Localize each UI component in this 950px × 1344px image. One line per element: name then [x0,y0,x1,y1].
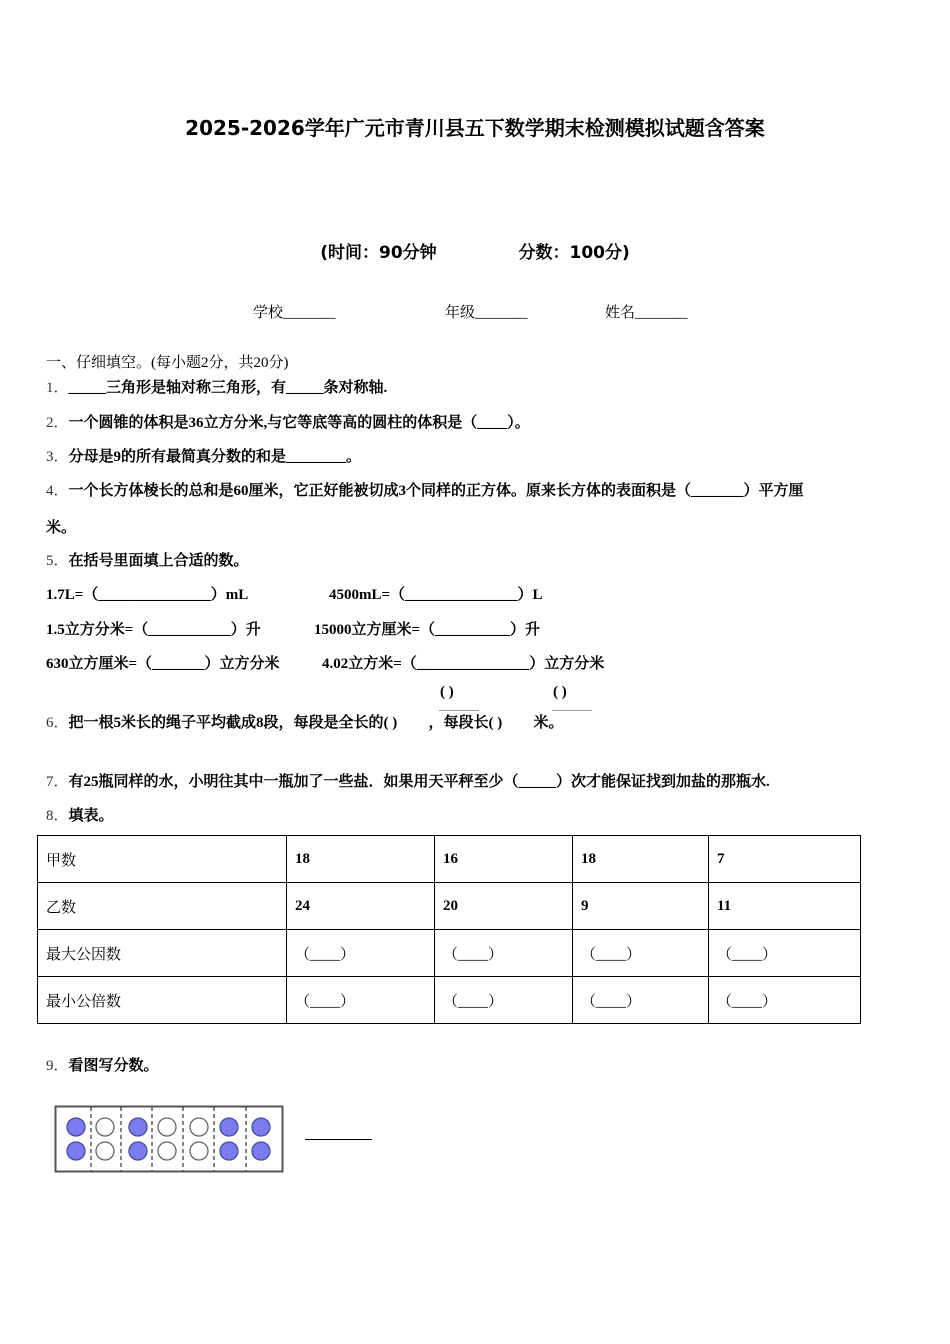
filled-circle [220,1118,238,1136]
question-text: ，每段长 [428,715,489,731]
fraction-numerator-blank: ( ) [553,684,567,700]
question-6 [46,711,564,732]
fraction-denominator-blank: ( ) [383,715,398,731]
name-field: 姓名_______ [605,305,688,321]
table-cell: 24 [287,883,435,930]
question-text: 在括号里面填上合适的数。 [68,553,249,569]
question-text: 一个长方体棱长的总和是60厘米，它正好能被切成3个同样的正方体。原来长方体的表面积是（_______）平方厘 [68,483,804,499]
question-number: 8． [46,808,69,824]
dot-grid-figure [54,1105,286,1175]
question-number: 4． [46,483,69,499]
time-limit: (时间：90分钟 [320,243,437,263]
grade-field: 年级_______ [445,305,528,321]
table-row [38,930,861,977]
question-1 [46,376,387,397]
empty-circle [158,1142,176,1160]
question-8 [46,804,114,825]
table-cell: （____） [287,930,435,977]
empty-circle [158,1118,176,1136]
filled-circle [129,1118,147,1136]
table-cell: 9 [573,883,709,930]
conversion-item: 630立方厘米=（_______）立方分米 [46,656,280,672]
table-row [38,836,861,883]
empty-circle [96,1118,114,1136]
fill-in-table [37,835,861,1024]
question-4 [46,479,804,500]
filled-circle [252,1142,270,1160]
school-field: 学校_______ [253,305,336,321]
table-cell: （____） [573,977,709,1024]
table-cell: （____） [435,977,573,1024]
empty-circle [190,1142,208,1160]
question-text: 米。 [533,715,564,731]
conversion-item: 4.02立方米=（_______________）立方分米 [322,656,605,672]
question-text: 把一根5米长的绳子平均截成8段，每段是全长的 [68,715,384,731]
exam-meta [0,238,950,263]
figure-frame [56,1107,283,1172]
answer-blank [305,1139,372,1140]
conversion-item: 4500mL=（_______________）L [329,587,543,603]
conversion-item: 1.5立方分米=（___________）升 [46,622,261,638]
fraction-numerator-blank: ( ) [440,684,454,700]
table-cell: 18 [573,836,709,883]
row-header: 最小公倍数 [38,977,287,1024]
total-score: 分数：100分) [518,243,630,263]
row-header: 甲数 [38,836,287,883]
question-number: 6． [46,715,69,731]
table-cell: 16 [435,836,573,883]
table-cell: 18 [287,836,435,883]
conversion-item: 1.7L=（_______________）mL [46,587,249,603]
question-number: 3． [46,449,69,465]
table-cell: （____） [573,930,709,977]
row-header: 最大公因数 [38,930,287,977]
table-cell: （____） [435,930,573,977]
filled-circle [67,1118,85,1136]
question-3 [46,445,361,466]
question-number: 1． [46,380,69,396]
question-number: 9． [46,1058,69,1074]
empty-circle [96,1142,114,1160]
table-row [38,977,861,1024]
empty-circle [190,1118,208,1136]
question-text: 填表。 [68,808,114,824]
section-heading: 一、仔细填空。(每小题2分，共20分) [46,355,289,371]
question-5 [46,549,249,570]
question-text: 分母是9的所有最简真分数的和是________。 [68,449,362,465]
question-7 [46,770,770,791]
question-9 [46,1054,159,1075]
question-text: 看图写分数。 [68,1058,159,1074]
filled-circle [252,1118,270,1136]
question-text: 有25瓶同样的水，小明往其中一瓶加了一些盐．如果用天平秤至少（_____）次才能保证找到加盐的那瓶水. [68,774,770,790]
fraction-denominator-blank: ( ) [488,715,503,731]
table-cell: 11 [709,883,861,930]
page-title: 2025-2026学年广元市青川县五下数学期末检测模拟试题含答案 [185,116,765,140]
question-text: _____三角形是轴对称三角形，有_____条对称轴. [68,380,388,396]
question-2 [46,411,530,432]
table-cell: 20 [435,883,573,930]
table-row [38,883,861,930]
question-4-continued: 米。 [46,520,77,536]
table-cell: （____） [709,977,861,1024]
table-cell: （____） [709,930,861,977]
filled-circle [129,1142,147,1160]
question-text: 一个圆锥的体积是36立方分米,与它等底等高的圆柱的体积是（____）。 [68,415,530,431]
conversion-item: 15000立方厘米=（__________）升 [314,622,541,638]
filled-circle [67,1142,85,1160]
table-cell: （____） [287,977,435,1024]
question-number: 5． [46,553,69,569]
question-number: 7． [46,774,69,790]
filled-circle [220,1142,238,1160]
question-number: 2． [46,415,69,431]
table-cell: 7 [709,836,861,883]
row-header: 乙数 [38,883,287,930]
